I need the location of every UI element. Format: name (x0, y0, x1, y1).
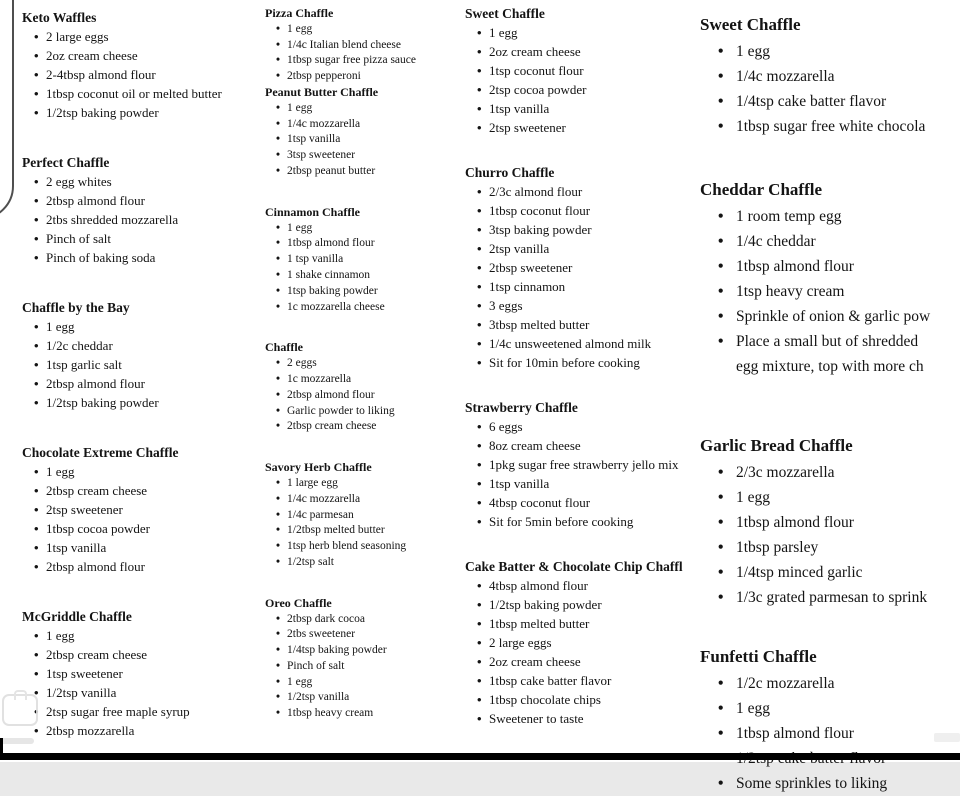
ingredient-item: • 1/2tsp baking powder (22, 393, 265, 412)
ingredient-item: • Sweetener to taste (465, 709, 700, 728)
recipe-block (465, 4, 700, 137)
ingredient-item: • 1/2tsp salt (265, 555, 465, 571)
ingredient-item: • 1tbsp heavy cream (265, 706, 465, 722)
recipe-title: Sweet Chaffle (700, 15, 801, 34)
ingredient-item: • 2tbsp cream cheese (22, 481, 265, 500)
ingredient-item: • Sit for 10min before cooking (465, 353, 700, 372)
ingredient-item: • 1/4c cheddar (700, 229, 960, 254)
ingredient-list (265, 612, 465, 723)
ingredient-item: • 1tsp vanilla (22, 538, 265, 557)
recipe-column-1 (22, 0, 265, 750)
ingredient-item: • Garlic powder to liking (265, 404, 465, 420)
ingredient-item: • Pinch of salt (265, 659, 465, 675)
ingredient-list (22, 462, 265, 576)
ingredient-item: • 1 egg (700, 485, 960, 510)
ingredient-item: • 3 eggs (465, 296, 700, 315)
ingredient-item: • 2tsp vanilla (465, 239, 700, 258)
recipe-title: Peanut Butter Chaffle (265, 84, 379, 99)
ingredient-item: • 1c mozzarella cheese (265, 300, 465, 316)
ingredient-item: • 1tsp coconut flour (465, 61, 700, 80)
ingredient-item: • 2 egg whites (22, 172, 265, 191)
ingredient-item: • 1 large egg (265, 476, 465, 492)
ingredient-item: • 1/4c mozzarella (700, 64, 960, 89)
ingredient-item: • 2tsp sweetener (465, 118, 700, 137)
ingredient-item: • 1/2tsp baking powder (22, 103, 265, 122)
recipe-block (700, 433, 960, 610)
recipe-title: Cheddar Chaffle (700, 180, 822, 199)
ingredient-item: • 1tbsp sugar free white chocola (700, 114, 960, 139)
recipe-title: McGriddle Chaffle (22, 609, 132, 624)
ingredient-item: • 2tbsp sweetener (465, 258, 700, 277)
ingredient-item: • 1/2tsp vanilla (265, 690, 465, 706)
recipe-block (22, 153, 265, 267)
recipe-block (22, 8, 265, 122)
ingredient-item: • 2/3c mozzarella (700, 460, 960, 485)
ingredient-item: • 1 egg (265, 221, 465, 237)
ingredient-item: • 1tbsp chocolate chips (465, 690, 700, 709)
ingredient-item: • 2tbsp cream cheese (22, 645, 265, 664)
ingredient-item: • 1/2c mozzarella (700, 671, 960, 696)
ingredient-item: • 2 eggs (265, 356, 465, 372)
recipe-title: Oreo Chaffle (265, 595, 332, 610)
ingredient-item: • 1tbsp almond flour (700, 721, 960, 746)
recipe-title: Chaffle (265, 340, 303, 355)
ingredient-item: • 2tsp sweetener (22, 500, 265, 519)
ingredient-item: • 1tsp garlic salt (22, 355, 265, 374)
ingredient-item: • 1/4tsp cake batter flavor (700, 89, 960, 114)
ingredient-item: • 3tsp baking powder (465, 220, 700, 239)
recipe-title: Chaffle by the Bay (22, 300, 130, 315)
ingredient-item: • 2oz cream cheese (22, 46, 265, 65)
ingredient-item: egg mixture, top with more ch (736, 358, 924, 375)
ingredient-item: • 1/2c cheddar (22, 336, 265, 355)
recipe-block (22, 298, 265, 412)
recipe-block (700, 177, 960, 379)
ingredient-item: • 1pkg sugar free strawberry jello mix (465, 455, 700, 474)
ingredient-item: • 2/3c almond flour (465, 182, 700, 201)
ingredient-item: • 1/4c unsweetened almond milk (465, 334, 700, 353)
ingredient-item: • 1/4c Italian blend cheese (265, 38, 465, 54)
recipe-block (265, 460, 465, 571)
ingredient-item: • 1tbsp cocoa powder (22, 519, 265, 538)
ingredient-list (265, 101, 465, 180)
recipe-column-2 (265, 0, 465, 750)
ingredient-item: • 1 egg (465, 23, 700, 42)
ingredient-item: • 1 egg (265, 101, 465, 117)
ingredient-item: • 1tbsp melted butter (465, 614, 700, 633)
ingredient-item: • Sit for 5min before cooking (465, 512, 700, 531)
ingredient-item: • 1tbsp almond flour (700, 254, 960, 279)
ingredient-item: • 1tbsp coconut oil or melted butter (22, 84, 265, 103)
ingredient-item: • 8oz cream cheese (465, 436, 700, 455)
faint-smudge-right (934, 733, 960, 742)
recipe-block (265, 596, 465, 722)
faint-watermark-icon (2, 694, 38, 726)
ingredient-item: • 1tsp vanilla (465, 99, 700, 118)
ingredient-item: • 2 large eggs (22, 27, 265, 46)
ingredient-item: • 1tbsp sugar free pizza sauce (265, 53, 465, 69)
recipe-block (265, 205, 465, 316)
recipe-title: Sweet Chaffle (465, 6, 545, 21)
ingredient-item: • 2tbsp almond flour (22, 374, 265, 393)
ingredient-item: • 1tsp baking powder (265, 284, 465, 300)
ingredient-item: • 1 egg (700, 696, 960, 721)
ingredient-item: • 1 egg (265, 675, 465, 691)
recipe-title: Cake Batter & Chocolate Chip Chaffl (465, 559, 683, 574)
ingredient-item: • 2tbsp almond flour (22, 557, 265, 576)
ingredient-item: • 1tsp vanilla (265, 132, 465, 148)
ingredient-item: • 1/4tsp baking powder (265, 643, 465, 659)
ingredient-list (465, 576, 700, 728)
ingredient-item: • 2oz cream cheese (465, 42, 700, 61)
ingredient-list (22, 317, 265, 412)
ingredient-item: • 1 room temp egg (700, 204, 960, 229)
ingredient-item: • Place a small but of shredded (700, 329, 960, 354)
ingredient-item: • Pinch of salt (22, 229, 265, 248)
recipe-block (265, 6, 465, 85)
ingredient-item: • 1tsp cinnamon (465, 277, 700, 296)
recipe-block (465, 398, 700, 531)
ingredient-list (22, 172, 265, 267)
recipe-block (265, 85, 465, 180)
ingredient-list (465, 23, 700, 137)
ingredient-list (700, 460, 960, 610)
recipe-column-3 (465, 0, 700, 750)
ingredient-item: • 1tsp vanilla (465, 474, 700, 493)
ingredient-item: • Pinch of baking soda (22, 248, 265, 267)
ingredient-item: • 1 egg (22, 626, 265, 645)
ingredient-item: • 1tbsp almond flour (265, 236, 465, 252)
recipe-title: Perfect Chaffle (22, 155, 110, 170)
recipe-block (700, 12, 960, 139)
ingredient-item: • Some sprinkles to liking (700, 771, 960, 796)
ingredient-item: • 1tsp herb blend seasoning (265, 539, 465, 555)
ingredient-item: • 4tbsp coconut flour (465, 493, 700, 512)
ingredient-list (265, 476, 465, 571)
ingredient-item: • 2tsp cocoa powder (465, 80, 700, 99)
recipe-block (22, 443, 265, 576)
ingredient-item: • 2tbsp peanut butter (265, 164, 465, 180)
recipe-block (22, 607, 265, 740)
ingredient-item: • 2tbsp dark cocoa (265, 612, 465, 628)
ingredient-list (265, 22, 465, 85)
recipe-block (265, 340, 465, 435)
ingredient-item: • 2tbsp almond flour (22, 191, 265, 210)
recipe-column-4 (700, 0, 960, 792)
ingredient-item: • 1 egg (22, 462, 265, 481)
ingredient-item: • 1/2tbsp melted butter (265, 523, 465, 539)
ingredient-list (700, 671, 960, 796)
recipe-block (700, 644, 960, 796)
recipe-title: Cinnamon Chaffle (265, 204, 361, 219)
ingredient-item: • 1 shake cinnamon (265, 268, 465, 284)
ingredient-item: • 2tbs shredded mozzarella (22, 210, 265, 229)
recipe-block (465, 557, 700, 728)
ingredient-item: • 2oz cream cheese (465, 652, 700, 671)
ingredient-item: • 1tsp sweetener (22, 664, 265, 683)
ingredient-item: • Sprinkle of onion & garlic pow (700, 304, 960, 329)
ingredient-item: • 1 egg (265, 22, 465, 38)
ingredient-item: • 1/4c mozzarella (265, 117, 465, 133)
ingredient-item: • 2 large eggs (465, 633, 700, 652)
ingredient-item: • 2tbsp mozzarella (22, 721, 265, 740)
ingredient-item: • 1tbsp almond flour (700, 510, 960, 535)
ingredient-item: • 1/2tsp baking powder (465, 595, 700, 614)
ingredient-item: • 3tbsp melted butter (465, 315, 700, 334)
ingredient-item: • 1tbsp coconut flour (465, 201, 700, 220)
ingredient-list (22, 27, 265, 122)
ingredient-item: • 1tbsp cake batter flavor (465, 671, 700, 690)
recipe-block (465, 163, 700, 372)
ingredient-item: • 1 egg (700, 39, 960, 64)
recipe-title: Chocolate Extreme Chaffle (22, 445, 179, 460)
recipe-title: Strawberry Chaffle (465, 400, 578, 415)
ingredient-item: • 2tbsp cream cheese (265, 419, 465, 435)
ingredient-item: • 2tbsp pepperoni (265, 69, 465, 85)
ingredient-list (700, 204, 960, 379)
ingredient-item: • 1tsp heavy cream (700, 279, 960, 304)
ingredient-item: • 3tsp sweetener (265, 148, 465, 164)
ingredient-item: • 1 egg (22, 317, 265, 336)
recipe-title: Savory Herb Chaffle (265, 460, 372, 475)
ingredient-list (22, 626, 265, 740)
ingredient-item: • 1 tsp vanilla (265, 252, 465, 268)
recipe-title: Garlic Bread Chaffle (700, 436, 853, 455)
ingredient-item: • 2tsp sugar free maple syrup (22, 702, 265, 721)
recipe-title: Pizza Chaffle (265, 6, 334, 20)
recipe-title: Churro Chaffle (465, 165, 555, 180)
ingredient-item: • 1/4tsp minced garlic (700, 560, 960, 585)
ingredient-item: • 1/4c parmesan (265, 508, 465, 524)
ingredient-list (265, 221, 465, 316)
bottom-border-bar (0, 753, 960, 760)
ingredient-item: • 1/2tsp vanilla (22, 683, 265, 702)
ingredient-item: • 1/4c mozzarella (265, 492, 465, 508)
ingredient-item: • 1/3c grated parmesan to sprink (700, 585, 960, 610)
ingredient-item: • 1c mozzarella (265, 372, 465, 388)
faint-smudge-left (0, 738, 34, 744)
ingredient-item: • 1tbsp parsley (700, 535, 960, 560)
ingredient-item: • 2tbs sweetener (265, 627, 465, 643)
ingredient-item: • 4tbsp almond flour (465, 576, 700, 595)
ingredient-item: • 6 eggs (465, 417, 700, 436)
recipe-title: Keto Waffles (22, 10, 97, 25)
ingredient-list (700, 39, 960, 139)
ingredient-list (465, 417, 700, 531)
ingredient-list (265, 356, 465, 435)
ingredient-item: • 2tbsp almond flour (265, 388, 465, 404)
recipe-title: Funfetti Chaffle (700, 647, 817, 666)
ingredient-list (465, 182, 700, 372)
ingredient-item: • 2-4tbsp almond flour (22, 65, 265, 84)
